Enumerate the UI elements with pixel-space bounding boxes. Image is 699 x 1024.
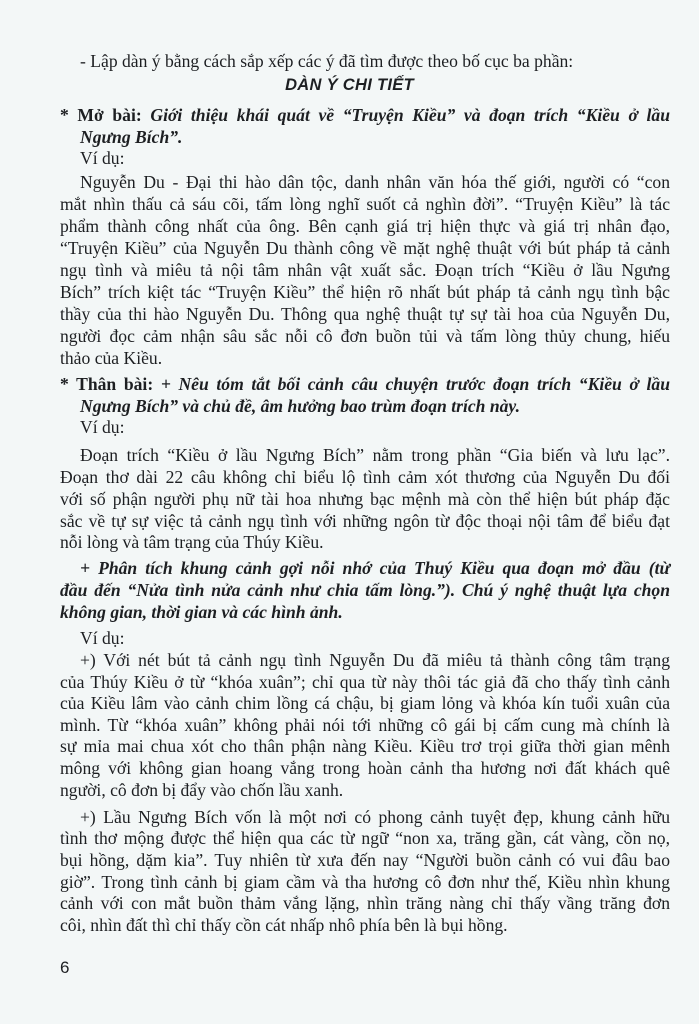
paragraph-line: giờ”. Trong tình cảnh bị giam cầm và tha hương cô đơn như thế, Kiều nhìn khung <box>60 872 670 892</box>
subpoint-line: đầu đến “Nửa tình nửa cảnh như chia tấm lòng.”). Chú ý nghệ thuật lựa chọn <box>60 580 670 600</box>
section-heading: DÀN Ý CHI TIẾT <box>285 76 414 94</box>
paragraph-line: nỗi lòng và tâm trạng của Thúy Kiều. <box>60 532 324 552</box>
paragraph-line: của Kiều lâm vào cảnh chim lồng cá chậu, bị giam lỏng và khóa kín tuổi xuân của <box>60 693 670 713</box>
paragraph-line: với số phận người phụ nữ tài hoa nhưng bạc mệnh mà còn thể hiện bút pháp đặc <box>60 489 670 509</box>
paragraph-line: Đoạn thơ dài 22 câu không chỉ biểu lộ tình cảm xót thương của Nguyễn Du đối <box>60 467 670 487</box>
than-bai-line <box>60 373 670 395</box>
paragraph-line: của Thúy Kiều ở từ “khóa xuân”; chỉ qua từ này thôi tác giả đã cho thấy tình cảnh <box>60 672 670 692</box>
subpoint-line: không gian, thời gian và các hình ảnh. <box>60 602 343 622</box>
paragraph-line: +) Với nét bút tả cảnh ngụ tình Nguyễn Du đã miêu tả thành công tâm trạng <box>80 650 670 670</box>
mo-bai-line: Ngưng Bích”. <box>80 127 183 147</box>
example-label: Ví dụ: <box>80 417 125 437</box>
page-number: 6 <box>60 958 70 977</box>
paragraph-line: ngụ tình và miêu tả nội tâm nhân vật xuất sắc. Đoạn trích “Kiều ở lầu Ngưng <box>60 260 670 280</box>
intro-line: - Lập dàn ý bằng cách sắp xếp các ý đã tìm được theo bố cục ba phần: <box>80 51 574 71</box>
paragraph-line: “Truyện Kiều” của Nguyễn Du thành công về mặt nghệ thuật với bút pháp tả cảnh <box>60 238 670 258</box>
than-bai-text: + Nêu tóm tắt bối cảnh câu chuyện trước đoạn trích “Kiều ở lầu <box>153 374 670 394</box>
paragraph-line: Đoạn trích “Kiều ở lầu Ngưng Bích” nằm trong phần “Gia biến và lưu lạc”. <box>80 445 670 465</box>
paragraph-line: Bích” trích kiệt tác “Truyện Kiều” thể hiện rõ nhất bút pháp tả cảnh ngụ tình bậc <box>60 282 670 302</box>
paragraph-line: bụi hồng, dặm kia”. Tuy nhiên từ xưa đến nay “Người buồn cảnh có vui đâu bao <box>60 850 670 870</box>
paragraph-line: mắt nhìn thấu cả sáu cõi, tấm lòng nghĩ suốt cả nghìn đời”. “Truyện Kiều” là tác <box>60 194 670 214</box>
paragraph-line: thầy của thi hào Nguyễn Du. Thông qua nghệ thuật tự sự tài hoa của Nguyễn Du, <box>60 304 670 324</box>
paragraph-line: phẩm thành công nhất của ông. Bên cạnh giá trị hiện thực và giá trị nhân đạo, <box>60 216 670 236</box>
than-bai-line: Ngưng Bích” và chủ đề, âm hưởng bao trùm đoạn trích này. <box>80 396 520 416</box>
paragraph-line: sự mỉa mai chua xót cho thân phận nàng Kiều. Kiều trơ trọi giữa thời gian mênh <box>60 736 670 756</box>
paragraph-line: người đọc cảm nhận sâu sắc nỗi cô đơn buồn tủi và tấm lòng thủy chung, hiếu <box>60 326 670 346</box>
than-bai-label: * Thân bài: <box>60 374 154 394</box>
mo-bai-line <box>60 104 670 126</box>
example-label: Ví dụ: <box>80 148 125 168</box>
paragraph-line: tình thơ mộng được thể hiện qua các từ ngữ “non xa, trăng gần, cát vàng, cồn nọ, <box>60 828 670 848</box>
mo-bai-label: * Mở bài: <box>60 105 142 125</box>
mo-bai-text: Giới thiệu khái quát về “Truyện Kiều” và đoạn trích “Kiều ở lầu <box>141 105 670 125</box>
paragraph-line: cảnh với con mắt buồn thảm vắng lặng, nhìn trăng nàng chỉ thấy vầng trăng đơn <box>60 893 670 913</box>
paragraph-line: thảo của Kiều. <box>60 348 163 368</box>
paragraph-line: mông với không gian hoang vắng trong hoàn cảnh tha hương nơi đất khách quê <box>60 758 670 778</box>
paragraph-line: côi, nhìn đất thì chỉ thấy cồn cát nhấp nhô phía bên là bụi hồng. <box>60 915 508 935</box>
paragraph-line: Nguyễn Du - Đại thi hào dân tộc, danh nhân văn hóa thế giới, người có “con <box>80 172 670 192</box>
paragraph-line: người, cô đơn bị đẩy vào chốn lầu xanh. <box>60 780 344 800</box>
paragraph-line: mình. Từ “khóa xuân” không phải nói tới những cô gái bị cấm cung mà chính là <box>60 715 670 735</box>
paragraph-line: +) Lầu Ngưng Bích vốn là một nơi có phong cảnh tuyệt đẹp, khung cảnh hữu <box>80 807 670 827</box>
paragraph-line: sắc về tự sự việc tả cảnh ngụ tình với những ngôn từ độc thoại nội tâm để biểu đạt <box>60 511 670 531</box>
example-label: Ví dụ: <box>80 628 125 648</box>
subpoint-line: + Phân tích khung cảnh gợi nỗi nhớ của Thuý Kiều qua đoạn mở đầu (từ <box>80 558 670 578</box>
